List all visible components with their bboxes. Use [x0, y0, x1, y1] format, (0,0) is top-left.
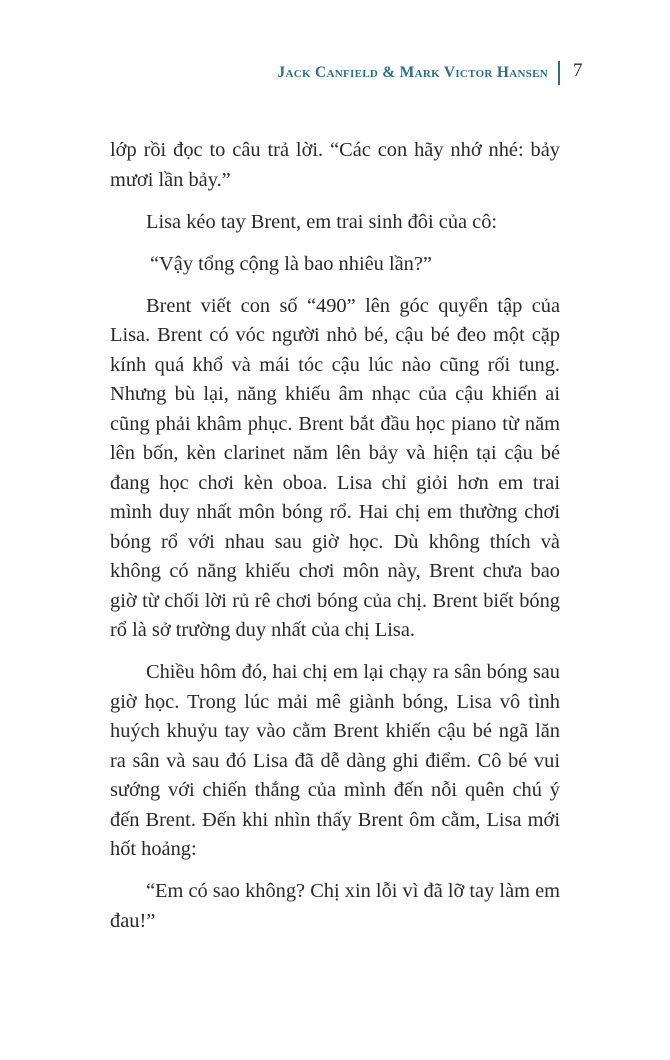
paragraph: Lisa kéo tay Brent, em trai sinh đôi của cô: [146, 210, 498, 233]
paragraph: Brent viết con số “490” lên góc quyển tập của Lisa. Brent có vóc người nhỏ bé, cậu bé đeo một cặp kính quá khổ và mái tóc cậu lúc nào cũng rối tung. Nhưng bù lại, năng khiếu âm nhạc của cậu khiến ai cũng phải khâm phục. Brent bắt đầu học piano từ năm lên bốn, kèn clarinet năm lên bảy và hiện tại cậu bé đang học chơi kèn oboa. Lisa chỉ giỏi hơn em trai mình duy nhất môn bóng rổ. Hai chị em thường chơi bóng rổ với nhau sau giờ học. Dù không thích và không có năng khiếu chơi môn này, Brent chưa bao giờ từ chối lời rủ rê chơi bóng của chị. Brent biết bóng rổ là sở trường duy nhất của chị Lisa. [110, 294, 560, 641]
paragraph-dialogue: “Vậy tổng cộng là bao nhiêu lần?” [150, 252, 432, 275]
paragraph: Chiều hôm đó, hai chị em lại chạy ra sân bóng sau giờ học. Trong lúc mải mê giành bóng, Lisa vô tình huých khuỷu tay vào cằm Brent khiến cậu bé ngã lăn ra sân và sau đó Lisa đã dễ dàng ghi điểm. Cô bé vui sướng với chiến thắng của mình đến nỗi quên chú ý đến Brent. Đến khi nhìn thấy Brent ôm cằm, Lisa mới hốt hoảng: [110, 661, 560, 860]
running-header [277, 58, 560, 88]
paragraph-dialogue: “Em có sao không? Chị xin lỗi vì đã lỡ tay làm em đau!” [110, 880, 560, 932]
paragraph-continuation: lớp rồi đọc to câu trả lời. “Các con hãy nhớ nhé: bảy mươi lần bảy.” [110, 139, 560, 191]
header-divider [558, 61, 560, 85]
page-number: 7 [573, 60, 583, 81]
body-text [110, 136, 560, 949]
running-title: Jack Canfield & Mark Victor Hansen [277, 64, 548, 81]
